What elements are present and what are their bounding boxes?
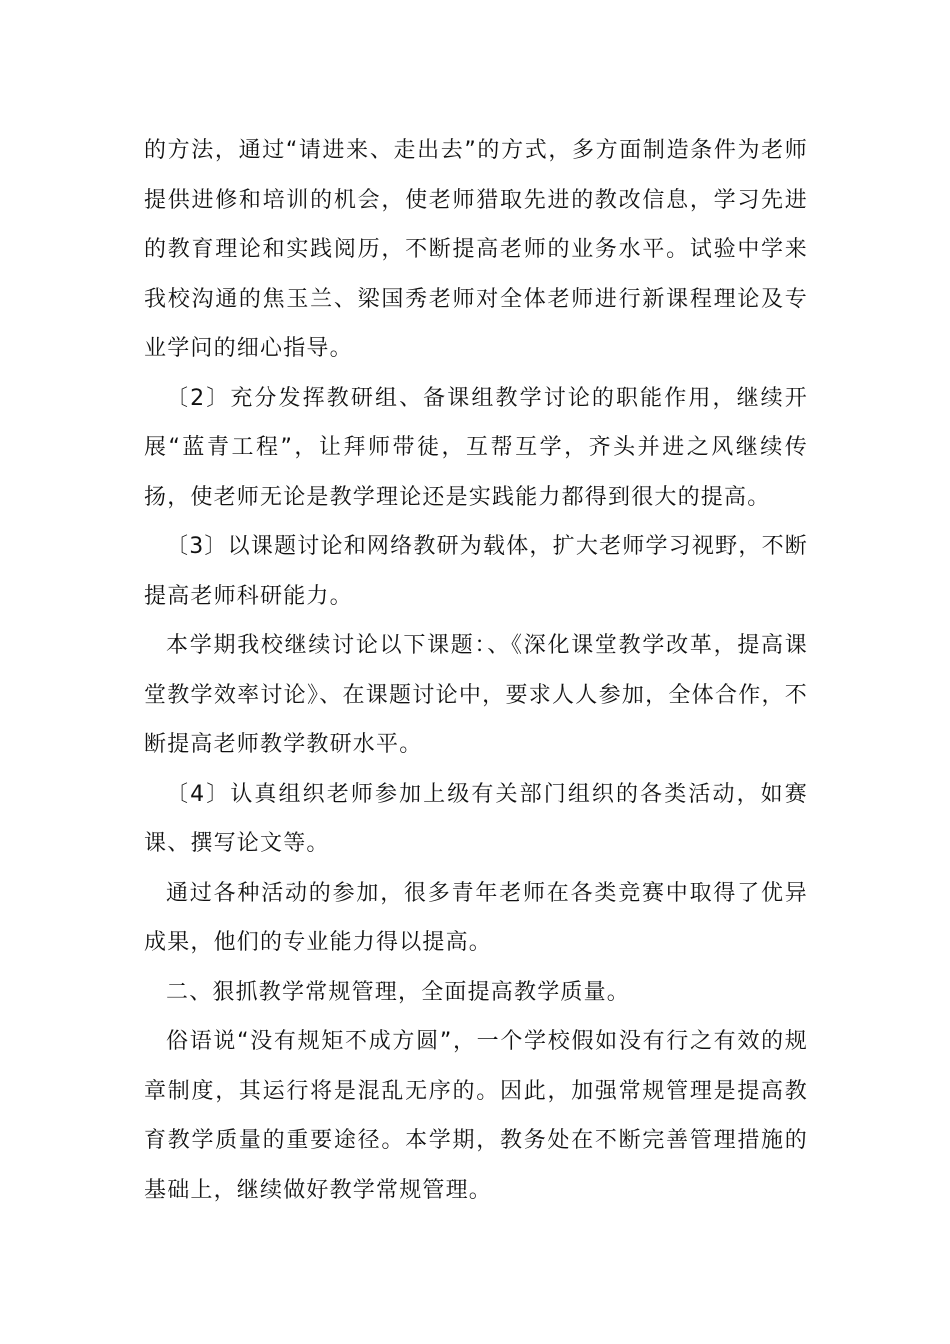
- document-body: [144, 126, 808, 1215]
- paragraph-item-4: 〔4〕认真组织老师参加上级有关部门组织的各类活动，如赛课、撰写论文等。: [144, 781, 808, 856]
- paragraph-continuation: 的方法，通过“请进来、走出去”的方式，多方面制造条件为老师提供进修和培训的机会，使老师猎取先进的教改信息，学习先进的教育理论和实践阅历，不断提高老师的业务水平。试验中学来我校沟通的焦玉兰、梁国秀老师对全体老师进行新课程理论及专业学问的细心指导。: [144, 138, 808, 361]
- paragraph-item-2: 〔2〕充分发挥教研组、备课组教学讨论的职能作用，继续开展“蓝青工程”，让拜师带徒，互帮互学，齐头并进之风继续传扬，使老师无论是教学理论还是实践能力都得到很大的提高。: [144, 385, 808, 510]
- section-heading-2: 二、狠抓教学常规管理，全面提高教学质量。: [166, 979, 631, 1005]
- paragraph-routine-management: 俗语说“没有规矩不成方圆”，一个学校假如没有行之有效的规章制度，其运行将是混乱无序的。因此，加强常规管理是提高教育教学质量的重要途径。本学期，教务处在不断完善管理措施的基础上，继续做好教学常规管理。: [144, 1029, 808, 1203]
- paragraph-item-3: 〔3〕以课题讨论和网络教研为载体，扩大老师学习视野，不断提高老师科研能力。: [144, 534, 808, 609]
- paragraph-activities-result: 通过各种活动的参加，很多青年老师在各类竞赛中取得了优异成果，他们的专业能力得以提高。: [144, 880, 808, 955]
- paragraph-research-topics: 本学期我校继续讨论以下课题：、《深化课堂教学改革，提高课堂教学效率讨论》、在课题讨论中，要求人人参加，全体合作，不断提高老师教学教研水平。: [144, 633, 808, 757]
